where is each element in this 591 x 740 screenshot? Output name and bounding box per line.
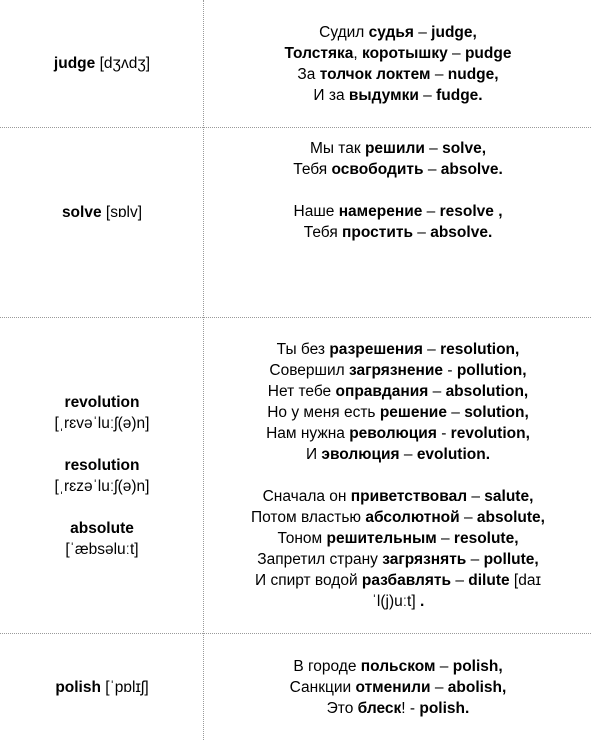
bold-fragment: загрязнять — [382, 551, 467, 568]
text-fragment: И — [305, 446, 322, 463]
text-fragment: Но у меня есть — [267, 404, 380, 421]
text-fragment: [ˌrɛvəˈluːʃ(ə)n] — [54, 414, 150, 432]
bold-fragment: оправдания — [335, 383, 429, 400]
text-fragment: ˈl(j)uːt] — [371, 593, 420, 610]
text-fragment: Судил — [319, 23, 369, 41]
bold-fragment: . — [419, 593, 425, 610]
text-fragment: [ˈæbsəluːt] — [65, 540, 139, 558]
text-line — [65, 539, 138, 560]
text-line — [297, 64, 498, 85]
text-fragment: – — [424, 140, 443, 157]
text-line — [319, 22, 477, 43]
text-fragment: Тебя — [293, 161, 332, 178]
bold-fragment: absolve. — [430, 224, 493, 241]
bold-fragment: абсолютной — [365, 509, 460, 526]
text-fragment: Потом властью — [251, 509, 366, 526]
bold-fragment: толчок локтем — [319, 65, 431, 83]
text-fragment: В городе — [293, 657, 361, 675]
text-fragment: – — [451, 572, 469, 589]
text-fragment: – — [399, 446, 417, 463]
text-fragment: Тебя — [303, 224, 343, 241]
bold-fragment: revolution — [64, 393, 140, 411]
bold-fragment: absolute — [70, 519, 134, 537]
bold-fragment: resolution — [64, 456, 140, 474]
text-line — [266, 423, 530, 444]
bold-fragment: приветствовал — [350, 488, 468, 505]
text-line — [65, 392, 140, 413]
text-fragment: – — [446, 404, 465, 421]
text-fragment: – — [447, 44, 465, 62]
text-fragment: Запретил страну — [257, 551, 383, 568]
bold-fragment: pollution, — [456, 362, 527, 379]
text-fragment: [ˈpɒlɪʃ] — [100, 678, 149, 696]
bold-fragment: решительным — [326, 530, 437, 547]
bold-fragment: judge — [53, 55, 96, 72]
bold-fragment: решили — [364, 140, 425, 157]
text-fragment: – — [467, 488, 485, 505]
text-fragment: – — [466, 551, 484, 568]
bold-fragment: absolution, — [445, 383, 529, 400]
text-fragment: – — [418, 86, 437, 104]
text-line — [55, 413, 150, 434]
bold-fragment: решение — [379, 404, 447, 421]
text-fragment: Сначала он — [262, 488, 351, 505]
rhyme-cell-judge — [205, 0, 591, 127]
bold-fragment: abolish, — [447, 678, 507, 696]
rhyme-cell-polish — [205, 634, 591, 740]
text-fragment: [daɪ — [509, 572, 541, 589]
text-line — [304, 222, 493, 243]
text-fragment: Ты без — [276, 341, 330, 358]
bold-fragment: блеск — [357, 699, 402, 717]
text-line — [290, 677, 507, 698]
rhyme-cell-solve — [205, 128, 591, 253]
text-fragment: , — [353, 44, 363, 62]
text-fragment: [sɒlv] — [101, 204, 143, 221]
bold-fragment: polish, — [452, 657, 503, 675]
text-fragment: - — [436, 425, 451, 442]
word-cell-polish — [3, 634, 201, 740]
bold-fragment: absolute, — [476, 509, 545, 526]
text-line — [54, 53, 150, 74]
bold-fragment: solution, — [464, 404, 529, 421]
text-line — [268, 381, 528, 402]
text-line — [306, 444, 490, 465]
bold-fragment: отменили — [355, 678, 431, 696]
bold-fragment: salute, — [484, 488, 534, 505]
text-fragment: – — [422, 203, 440, 220]
text-fragment: – — [430, 678, 448, 696]
text-line — [55, 476, 150, 497]
text-fragment: - — [443, 362, 457, 379]
bold-fragment: nudge, — [447, 65, 499, 83]
word-cell-solve — [3, 128, 201, 297]
text-line — [267, 402, 529, 423]
bold-fragment: выдумки — [348, 86, 419, 104]
text-fragment: Нам нужна — [266, 425, 350, 442]
text-line — [285, 43, 512, 64]
bold-fragment: solve, — [442, 140, 487, 157]
bold-fragment: polish — [55, 678, 101, 696]
text-fragment: Мы так — [309, 140, 365, 157]
word-cell-revolution — [3, 318, 201, 633]
text-fragment: – — [430, 65, 448, 83]
text-fragment: – — [435, 657, 453, 675]
column-divider — [203, 0, 204, 740]
bold-fragment: намерение — [338, 203, 423, 220]
text-fragment: – — [428, 383, 446, 400]
text-line — [257, 549, 538, 570]
text-fragment: – — [422, 341, 441, 358]
text-fragment: [dʒʌdʒ] — [95, 55, 151, 72]
bold-fragment: революция — [349, 425, 437, 442]
bold-fragment: revolution, — [450, 425, 530, 442]
text-fragment: Совершил — [269, 362, 349, 379]
bold-fragment: коротышку — [362, 44, 448, 62]
text-fragment: – — [412, 224, 431, 241]
text-fragment: – — [436, 530, 454, 547]
text-fragment: ! - — [401, 699, 420, 717]
text-line — [251, 507, 545, 528]
text-line — [294, 201, 503, 222]
bold-fragment: solve — [61, 204, 102, 221]
text-line — [70, 518, 134, 539]
rhyme-cell-revolution — [205, 318, 591, 633]
text-fragment: Санкции — [289, 678, 356, 696]
bold-fragment: resolute, — [453, 530, 519, 547]
bold-fragment: polish. — [419, 699, 470, 717]
text-line — [65, 455, 140, 476]
bold-fragment: resolve , — [439, 203, 503, 220]
bold-fragment: Толстяка — [284, 44, 354, 62]
text-fragment: – — [459, 509, 477, 526]
text-line — [372, 591, 425, 612]
text-line — [293, 159, 503, 180]
text-fragment: Наше — [293, 203, 339, 220]
bold-fragment: fudge. — [436, 86, 483, 104]
text-fragment: Нет тебе — [267, 383, 336, 400]
bold-fragment: dilute — [468, 572, 510, 589]
bold-fragment: разрешения — [329, 341, 423, 358]
bold-fragment: pollute, — [483, 551, 539, 568]
bold-fragment: эволюция — [321, 446, 400, 463]
bold-fragment: resolution, — [440, 341, 520, 358]
bold-fragment: польском — [360, 657, 436, 675]
text-line — [269, 360, 526, 381]
text-line — [277, 339, 520, 360]
bold-fragment: pudge — [464, 44, 512, 62]
word-cell-judge — [3, 0, 201, 127]
text-fragment: И спирт водой — [255, 572, 362, 589]
text-line — [277, 528, 518, 549]
bold-fragment: загрязнение — [348, 362, 444, 379]
text-fragment: [ˌrɛzəˈluːʃ(ə)n] — [54, 477, 150, 495]
text-fragment: За — [297, 65, 320, 83]
text-line — [310, 138, 486, 159]
bold-fragment: освободить — [331, 161, 424, 178]
text-line — [313, 85, 482, 106]
bold-fragment: разбавлять — [361, 572, 452, 589]
text-line — [62, 202, 142, 223]
text-line — [293, 656, 502, 677]
bold-fragment: judge, — [431, 23, 477, 41]
text-fragment: – — [423, 161, 441, 178]
text-line — [255, 570, 541, 591]
bold-fragment: судья — [368, 23, 414, 41]
bold-fragment: absolve. — [440, 161, 503, 178]
text-fragment: И за — [313, 86, 349, 104]
text-fragment: – — [413, 23, 432, 41]
text-line — [327, 698, 470, 719]
text-line — [55, 677, 148, 698]
text-fragment: Тоном — [277, 530, 327, 547]
text-line — [263, 486, 534, 507]
bold-fragment: простить — [342, 224, 413, 241]
text-fragment: Это — [326, 699, 358, 717]
bold-fragment: evolution. — [416, 446, 491, 463]
